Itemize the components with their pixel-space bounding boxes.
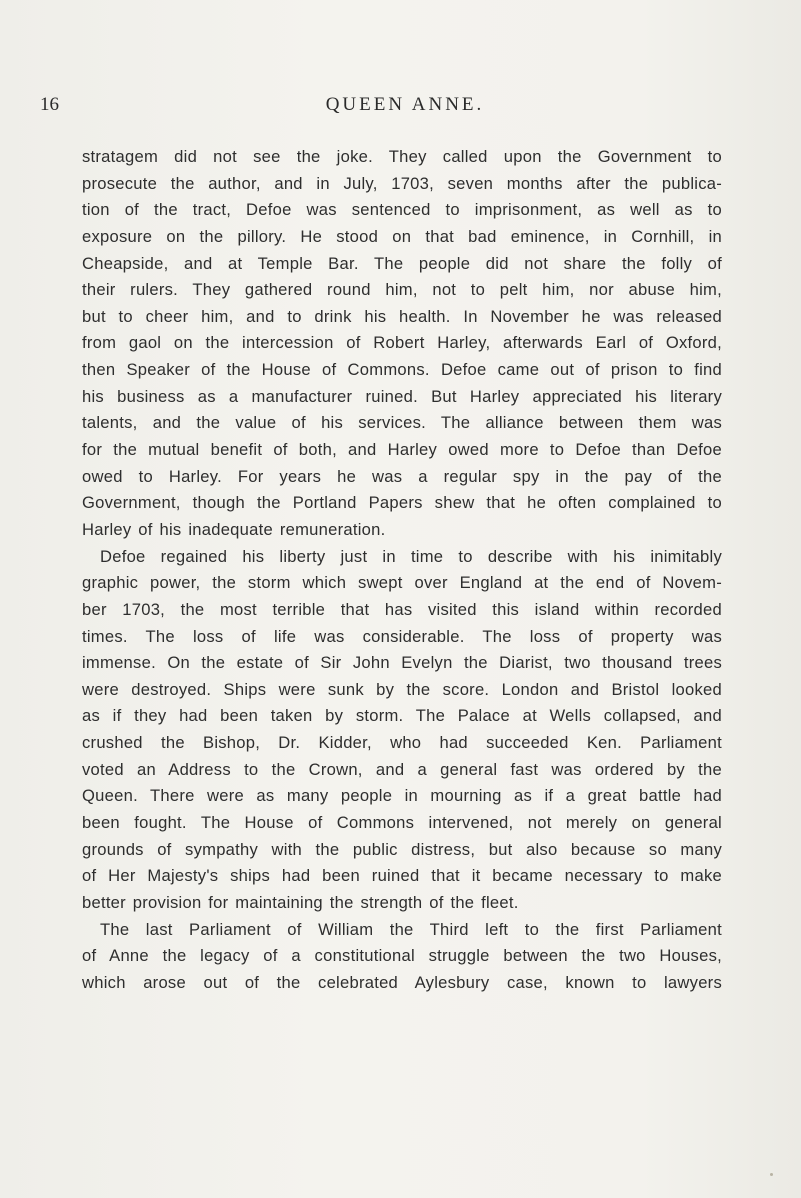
text-line: but to cheer him, and to drink his health. In November he was released xyxy=(82,306,722,326)
page-number: 16 xyxy=(40,94,59,115)
text-line: of Anne the legacy of a constitutional struggle between the two Houses, xyxy=(82,946,722,966)
scan-speck xyxy=(770,1173,773,1176)
text-line: Harley of his inadequate remuneration. xyxy=(82,519,386,539)
text-line: grounds of sympathy with the public distress, but also because so many xyxy=(82,839,722,859)
text-line: were destroyed. Ships were sunk by the score. London and Bristol looked xyxy=(82,679,722,699)
text-line: stratagem did not see the joke. They called upon the Government to xyxy=(82,147,722,166)
paragraph xyxy=(82,544,722,917)
text-line: tion of the tract, Defoe was sentenced to imprisonment, as well as to xyxy=(82,200,722,220)
paragraph xyxy=(82,917,722,997)
text-line: Defoe regained his liberty just in time to describe with his inimitably xyxy=(100,546,722,566)
text-line: times. The loss of life was considerable. The loss of property was xyxy=(82,626,722,646)
text-line: immense. On the estate of Sir John Evelyn the Diarist, two thousand trees xyxy=(82,653,722,673)
text-line: which arose out of the celebrated Aylesbury case, known to lawyers xyxy=(82,972,722,992)
text-line: then Speaker of the House of Commons. Defoe came out of prison to find xyxy=(82,360,722,380)
text-line: voted an Address to the Crown, and a general fast was ordered by the xyxy=(82,759,722,779)
text-line: Cheapside, and at Temple Bar. The people did not share the folly of xyxy=(82,253,722,273)
text-line: prosecute the author, and in July, 1703, seven months after the publica- xyxy=(82,173,722,193)
text-line: Government, though the Portland Papers shew that he often complained to xyxy=(82,493,722,513)
page-header xyxy=(40,94,740,122)
text-line: The last Parliament of William the Third left to the first Parliament xyxy=(100,919,722,939)
text-line: been fought. The House of Commons intervened, not merely on general xyxy=(82,813,722,833)
running-title: QUEEN ANNE. xyxy=(325,94,485,115)
text-line: ber 1703, the most terrible that has visited this island within recorded xyxy=(82,599,722,619)
text-line: from gaol on the intercession of Robert Harley, afterwards Earl of Oxford, xyxy=(82,333,722,353)
text-line: as if they had been taken by storm. The Palace at Wells collapsed, and xyxy=(82,706,722,726)
text-line: owed to Harley. For years he was a regular spy in the pay of the xyxy=(82,466,722,486)
text-line: talents, and the value of his services. The alliance between them was xyxy=(82,413,722,433)
text-line: of Her Majesty's ships had been ruined that it became necessary to make xyxy=(82,866,722,886)
paragraph xyxy=(82,144,722,544)
body-text xyxy=(82,144,722,997)
text-line: graphic power, the storm which swept over England at the end of Novem- xyxy=(82,573,722,593)
text-line: his business as a manufacturer ruined. But Harley appreciated his literary xyxy=(82,386,722,406)
text-line: their rulers. They gathered round him, not to pelt him, nor abuse him, xyxy=(82,280,722,300)
text-line: better provision for maintaining the strength of the fleet. xyxy=(82,892,519,912)
text-line: crushed the Bishop, Dr. Kidder, who had succeeded Ken. Parliament xyxy=(82,733,722,753)
text-line: for the mutual benefit of both, and Harley owed more to Defoe than Defoe xyxy=(82,440,722,460)
text-line: exposure on the pillory. He stood on that bad eminence, in Cornhill, in xyxy=(82,226,722,246)
text-line: Queen. There were as many people in mourning as if a great battle had xyxy=(82,786,722,806)
